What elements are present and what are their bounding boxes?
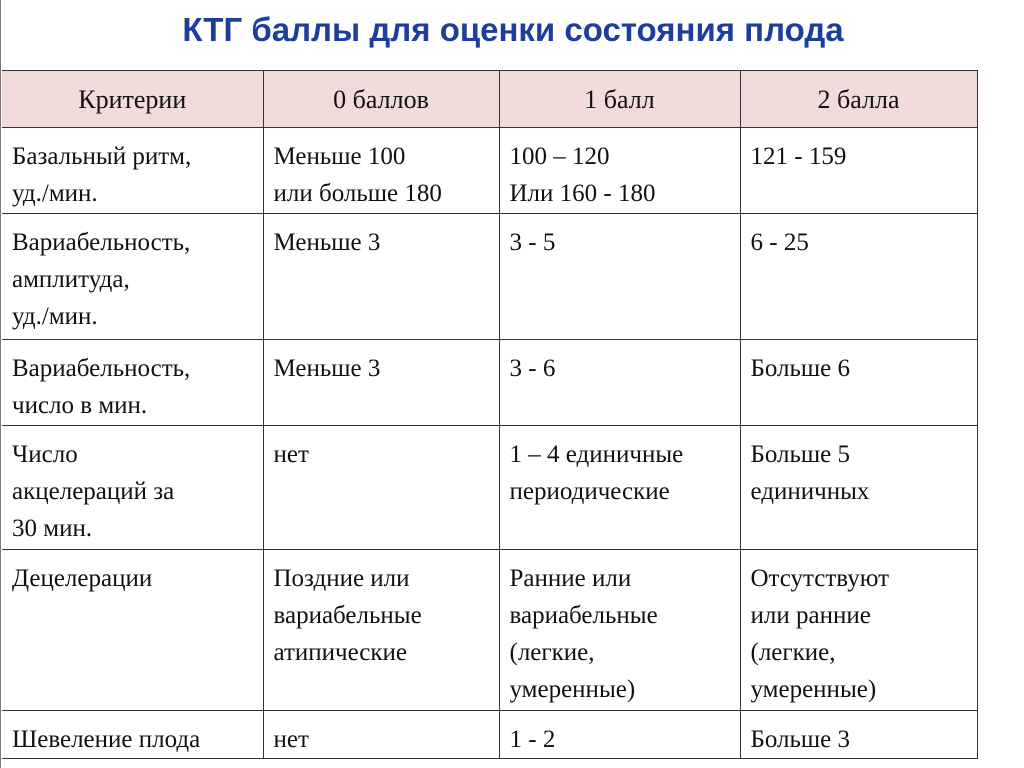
cell-0-points: нет bbox=[263, 426, 499, 550]
cell-2-points: Больше 3 bbox=[740, 711, 977, 759]
cell-criteria: Базальный ритм, уд./мин. bbox=[2, 128, 263, 214]
cell-criteria: Вариабельность, число в мин. bbox=[2, 340, 263, 426]
cell-2-points: Отсутствуют или ранние (легкие, умеренные) bbox=[740, 550, 977, 711]
cell-1-point: 1 – 4 единичные периодические bbox=[499, 426, 740, 550]
cell-0-points: Меньше 100 или больше 180 bbox=[263, 128, 499, 214]
cell-0-points: Поздние или вариабельные атипические bbox=[263, 550, 499, 711]
ctg-score-table bbox=[2, 70, 978, 759]
cell-1-point: Ранние или вариабельные (легкие, умеренные) bbox=[499, 550, 740, 711]
cell-0-points: Меньше 3 bbox=[263, 340, 499, 426]
cell-0-points: нет bbox=[263, 711, 499, 759]
cell-1-point: 3 - 5 bbox=[499, 214, 740, 340]
cell-2-points: Больше 5 единичных bbox=[740, 426, 977, 550]
cell-criteria: Вариабельность, амплитуда, уд./мин. bbox=[2, 214, 263, 340]
cell-criteria: Число акцелераций за 30 мин. bbox=[2, 426, 263, 550]
cell-1-point: 100 – 120 Или 160 - 180 bbox=[499, 128, 740, 214]
header-0-points: 0 баллов bbox=[263, 71, 499, 128]
table-row bbox=[2, 426, 977, 550]
cell-1-point: 3 - 6 bbox=[499, 340, 740, 426]
header-criteria: Критерии bbox=[2, 71, 263, 128]
table-row bbox=[2, 128, 977, 214]
cell-criteria: Децелерации bbox=[2, 550, 263, 711]
table-header-row bbox=[2, 71, 977, 128]
cell-0-points: Меньше 3 bbox=[263, 214, 499, 340]
page-title: КТГ баллы для оценки состояния плода bbox=[182, 11, 844, 48]
cell-2-points: 6 - 25 bbox=[740, 214, 977, 340]
cell-1-point: 1 - 2 bbox=[499, 711, 740, 759]
table-row bbox=[2, 711, 977, 759]
cell-2-points: 121 - 159 bbox=[740, 128, 977, 214]
table-row bbox=[2, 550, 977, 711]
table-row bbox=[2, 340, 977, 426]
table-row bbox=[2, 214, 977, 340]
header-2-points: 2 балла bbox=[740, 71, 977, 128]
cell-2-points: Больше 6 bbox=[740, 340, 977, 426]
header-1-point: 1 балл bbox=[499, 71, 740, 128]
cell-criteria: Шевеление плода bbox=[2, 711, 263, 759]
